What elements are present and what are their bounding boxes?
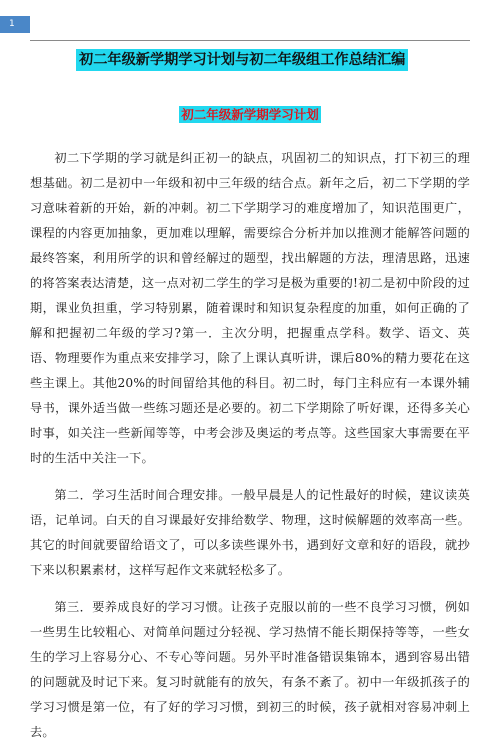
document-body: [30, 146, 470, 745]
page-number-badge: 1: [0, 16, 30, 33]
paragraph: 初二下学期的学习就是纠正初一的缺点，巩固初二的知识点，打下初三的理想基础。初二是初中一年级和初中三年级的结合点。新年之后，初二下学期的学习意味着新的开始，新的冲刺。初二下学期学习的难度增加了，知识范围更广，课程的内容更加抽象，更加难以理解，需要综合分析并加以推测才能解答问题的最终答案，利用所学的识和曾经解过的题型，找出解题的方法，理清思路，迅速的将答案表达清楚，这一点对初二学生的学习是极为重要的!初二是初中阶段的过期，课业负担重，学习特别累，随着课时和知识复杂程度的加重，如何正确的了解和把握初二年级的学习?第一．主次分明，把握重点学科。数学、语文、英语、物理要作为重点来安排学习，除了上课认真听讲，课后80%的精力要花在这些主课上。其他20%的时间留给其他的科目。初二时，每门主科应有一本课外辅导书，课外适当做一些练习题还是必要的。初二下学期除了听好课，还得多关心时事，如关注一些新闻等等，中考会涉及奥运的考点等。这些国家大事需要在平时的生活中关注一下。: [30, 151, 470, 465]
paragraph: 第三．要养成良好的学习习惯。让孩子克服以前的一些不良学习习惯，例如一些男生比较粗心、对简单问题过分轻视、学习热情不能长期保持等等，一些女生的学习上容易分心、不专心等问题。另外平时准备错误集锦本，遇到容易出错的问题就及时记下来。复习时就能有的放矢，有条不紊了。初中一年级抓孩子的学习习惯是第一位，有了好的学习习惯，到初三的时候，孩子就相对容易冲刺上去。: [30, 600, 470, 739]
section-title-wrapper: [0, 104, 500, 124]
section-title: 初二年级新学期学习计划: [181, 107, 319, 122]
document-title: 初二年级新学期学习计划与初二年级组工作总结汇编: [76, 49, 408, 71]
header-rule: [30, 40, 470, 41]
paragraph: 第二．学习生活时间合理安排。一般早晨是人的记性最好的时候，建议读英语，记单词。白天的自习课最好安排给数学、物理，这时候解题的效率高一些。其它的时间就要留给语文了，可以多读些课外书，遇到好文章和好的语段，就抄下来以积累素材，这样写起作文来就轻松多了。: [30, 488, 470, 577]
